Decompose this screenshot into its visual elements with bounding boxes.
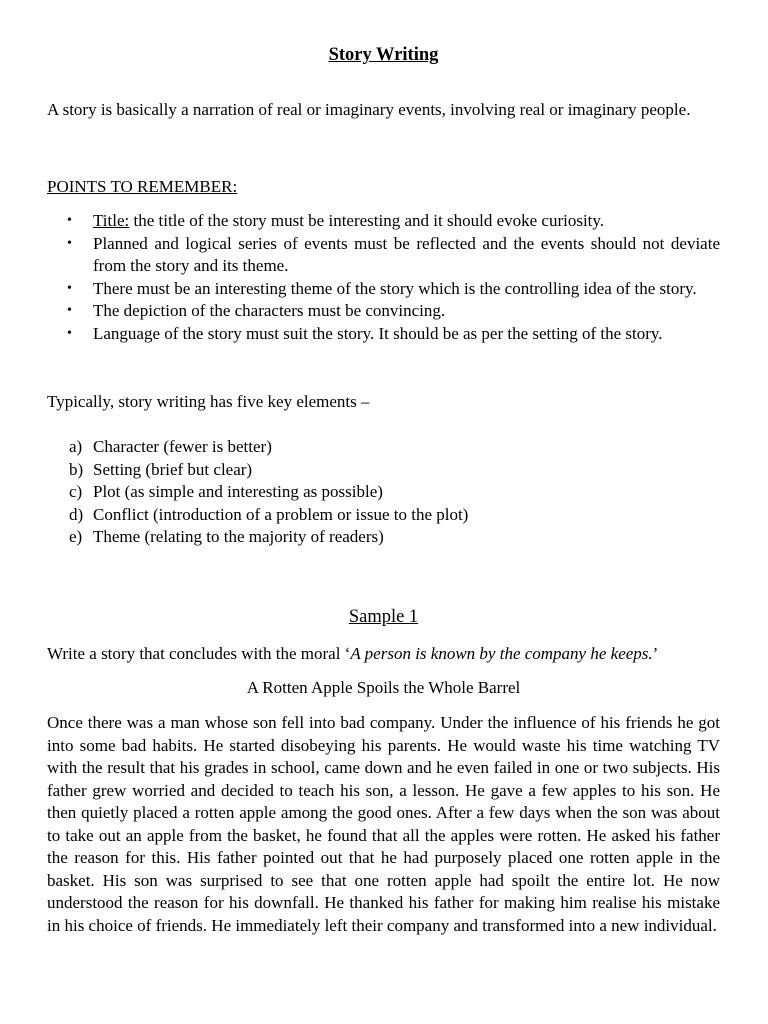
- element-text: Conflict (introduction of a problem or issue to the plot): [93, 504, 469, 524]
- element-text: Setting (brief but clear): [93, 459, 253, 479]
- list-marker: b): [69, 459, 84, 479]
- prompt-suffix: ’: [652, 644, 659, 663]
- list-item: [47, 526, 720, 549]
- bullet-icon: •: [67, 325, 72, 341]
- list-item: [47, 436, 720, 459]
- elements-list: [47, 436, 720, 549]
- sample-heading: Sample 1: [348, 607, 419, 627]
- list-item: [47, 481, 720, 504]
- list-marker: a): [69, 437, 83, 456]
- bullet-icon: •: [67, 303, 72, 318]
- sample-prompt: [47, 643, 720, 666]
- point-text: Language of the story must suit the story. It should be as per the setting of the story.: [93, 323, 663, 343]
- element-text: Theme (relating to the majority of readers): [93, 527, 384, 546]
- bullet-icon: •: [67, 235, 72, 251]
- bullet-icon: •: [67, 280, 72, 296]
- prompt-prefix: Write a story that concludes with the moral ‘: [47, 644, 351, 663]
- list-item: [47, 459, 720, 482]
- story-title: A Rotten Apple Spoils the Whole Barrel: [246, 678, 521, 697]
- list-marker: d): [69, 504, 84, 524]
- elements-intro: Typically, story writing has five key elements –: [47, 392, 370, 411]
- points-list: [47, 210, 720, 345]
- point-text: Planned and logical series of events must be reflected and the events should not deviate from the story and its theme.: [93, 233, 720, 275]
- element-text: Plot (as simple and interesting as possible): [93, 482, 383, 501]
- list-item: [47, 210, 720, 233]
- point-text: There must be an interesting theme of the story which is the controlling idea of the story.: [93, 278, 697, 298]
- list-marker: e): [69, 527, 83, 546]
- list-item: [47, 300, 720, 323]
- story-paragraph: Once there was a man whose son fell into bad company. Under the influence of his friends he got into some bad habits. He started disobeying his parents. He would waste his time watching TV with the result that his grades in school, came down and he even failed in one or two subjects. His father grew worried and decided to teach his son, a lesson. He gave a few apples to his son. He then quietly placed a rotten apple among the good ones. After a few days when the son was about to take out an apple from the basket, he found that all the apples were rotten. He asked his father the reason for this. His father pointed out that he had purposely placed one rotten apple in the basket. His son was surprised to see that one rotten apple had spoilt the entire lot. He now understood the reason for his downfall. He thanked his father for making him realise his mistake in his choice of friends. He immediately left their company and transformed into a new individual.: [47, 713, 720, 935]
- prompt-moral: A person is known by the company he keeps.: [350, 644, 653, 663]
- page-title: Story Writing: [328, 45, 439, 65]
- point-lead: Title:: [93, 211, 130, 230]
- point-text: The depiction of the characters must be convincing.: [93, 301, 446, 320]
- intro-paragraph: A story is basically a narration of real or imaginary events, involving real or imaginary people.: [47, 100, 691, 119]
- list-item: [47, 278, 720, 301]
- list-item: [47, 233, 720, 278]
- list-item: [47, 323, 720, 346]
- element-text: Character (fewer is better): [93, 437, 272, 456]
- list-item: [47, 504, 720, 527]
- bullet-icon: •: [67, 213, 72, 228]
- points-heading: POINTS TO REMEMBER:: [47, 177, 238, 196]
- point-text: the title of the story must be interesting and it should evoke curiosity.: [129, 211, 605, 230]
- list-marker: c): [69, 482, 83, 501]
